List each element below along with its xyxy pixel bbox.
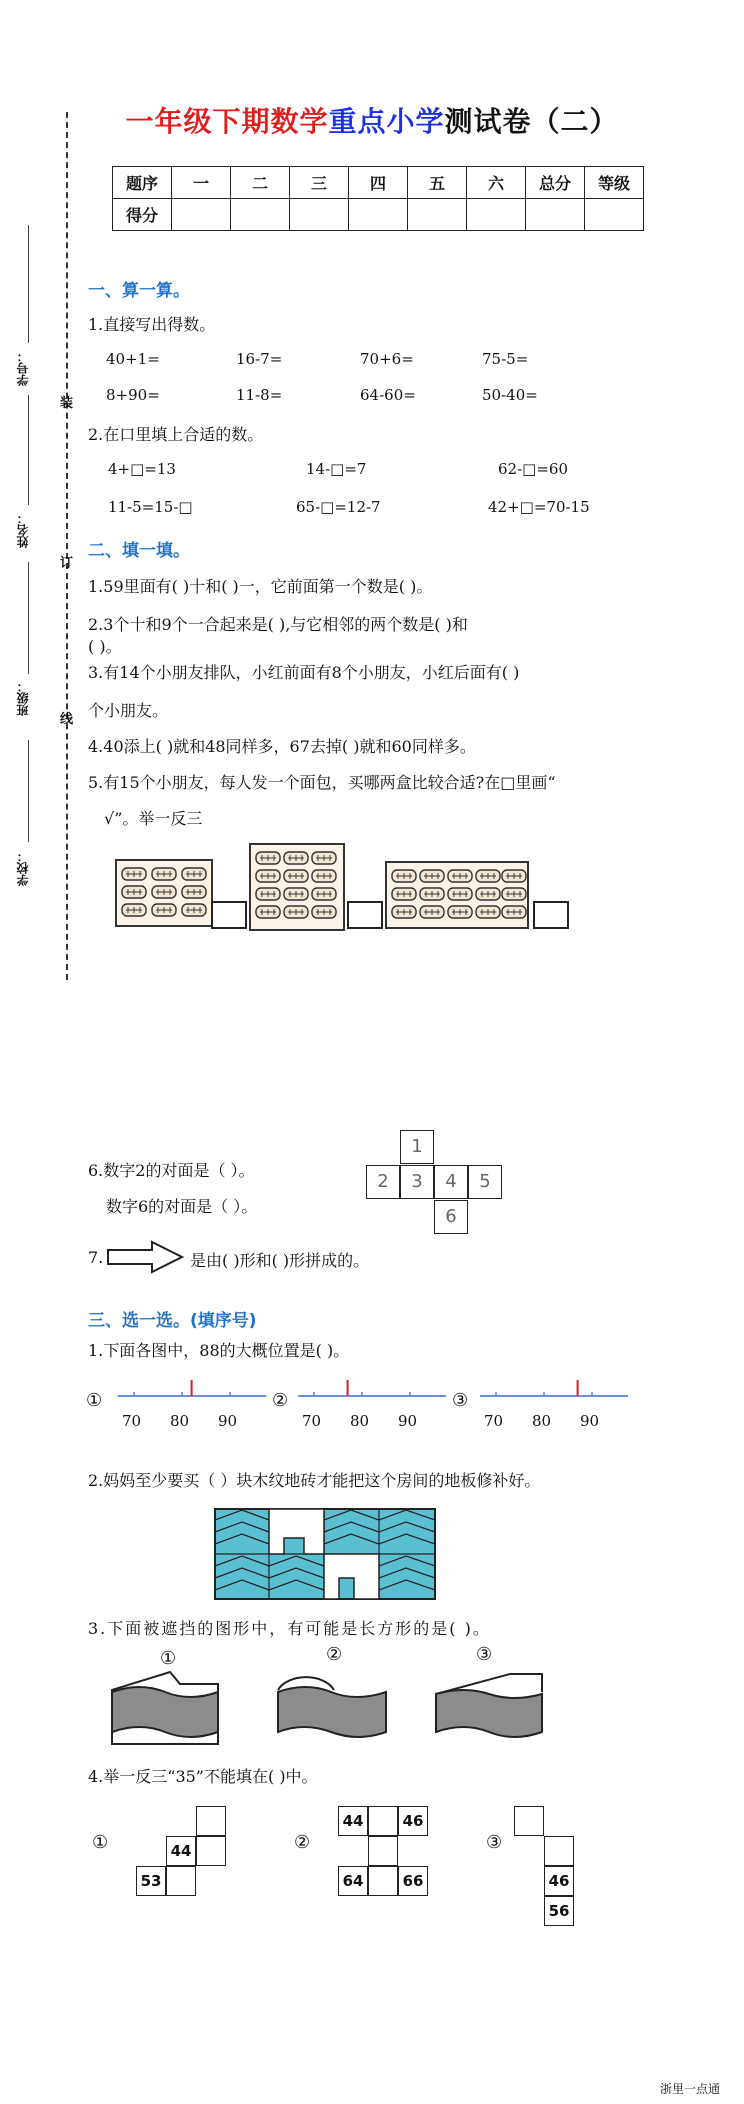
calc-item: 50-40= bbox=[482, 386, 538, 404]
score-row-label: 得分 bbox=[113, 199, 172, 231]
title-part-1: 一年级下期数学 bbox=[125, 105, 329, 138]
student-id-label: 学号： bbox=[16, 350, 30, 386]
sec1-q1: 1.直接写出得数。 bbox=[88, 315, 216, 334]
hidden-shapes-illustration bbox=[110, 1670, 570, 1750]
tick-label: 90 bbox=[218, 1412, 238, 1430]
fill-item: 65-□=12-7 bbox=[296, 498, 381, 516]
score-header-cell: 五 bbox=[408, 167, 467, 199]
fill-item: 42+□=70-15 bbox=[488, 498, 590, 516]
option-label[interactable]: ② bbox=[294, 1832, 311, 1853]
grid-cell-empty[interactable] bbox=[196, 1836, 226, 1866]
score-header-cell: 四 bbox=[349, 167, 408, 199]
grid-cell: 44 bbox=[166, 1836, 196, 1866]
binding-dashed-line bbox=[66, 112, 68, 980]
school-line[interactable] bbox=[28, 740, 29, 842]
score-cell[interactable] bbox=[231, 199, 290, 231]
footer-watermark: 浙里一点通 bbox=[660, 2082, 721, 2096]
option-label[interactable]: ① bbox=[160, 1648, 177, 1669]
tick-label: 70 bbox=[484, 1412, 504, 1430]
tick-label: 80 bbox=[532, 1412, 552, 1430]
sec2-q2: 2.3个十和9个一合起来是( ),与它相邻的两个数是( )和 bbox=[88, 615, 468, 634]
grid-cell-empty[interactable] bbox=[166, 1866, 196, 1896]
score-cell[interactable] bbox=[585, 199, 644, 231]
score-cell[interactable] bbox=[467, 199, 526, 231]
calc-item: 16-7= bbox=[236, 350, 283, 368]
sec2-q3: 3.有14个小朋友排队，小红前面有8个小朋友，小红后面有( ) bbox=[88, 663, 520, 682]
sec3-q4: 4.举一反三“35”不能填在( )中。 bbox=[88, 1767, 318, 1786]
tick-label: 80 bbox=[170, 1412, 190, 1430]
score-header-cell: 题序 bbox=[113, 167, 172, 199]
grid-cell: 46 bbox=[544, 1866, 574, 1896]
binding-label-ding: 订 bbox=[60, 556, 74, 571]
tick-label: 90 bbox=[398, 1412, 418, 1430]
cube-net-face: 2 bbox=[366, 1165, 400, 1199]
grid-cell: 53 bbox=[136, 1866, 166, 1896]
arrow-shape-icon bbox=[106, 1240, 186, 1274]
calc-item: 70+6= bbox=[360, 350, 414, 368]
grid-cell: 56 bbox=[544, 1896, 574, 1926]
binding-label-zhuang: 装 bbox=[60, 396, 74, 411]
option-label[interactable]: ③ bbox=[486, 1832, 503, 1853]
score-table-header-row bbox=[113, 167, 644, 199]
score-header-cell: 总分 bbox=[526, 167, 585, 199]
score-cell[interactable] bbox=[408, 199, 467, 231]
cube-net-face: 6 bbox=[434, 1200, 468, 1234]
sec2-q1: 1.59里面有( )十和( )一，它前面第一个数是( )。 bbox=[88, 577, 433, 596]
tick-label: 90 bbox=[580, 1412, 600, 1430]
score-table-score-row bbox=[113, 199, 644, 231]
tick-label: 70 bbox=[122, 1412, 142, 1430]
bread-boxes-illustration bbox=[112, 842, 572, 942]
name-label: 姓名： bbox=[16, 512, 30, 548]
cube-net-face: 4 bbox=[434, 1165, 468, 1199]
option-label[interactable]: ① bbox=[92, 1832, 109, 1853]
grid-cell-empty[interactable] bbox=[196, 1806, 226, 1836]
sec2-q5: 5.有15个小朋友，每人发一个面包，买哪两盒比较合适?在□里画“ bbox=[88, 773, 556, 792]
option-label[interactable]: ② bbox=[272, 1390, 289, 1411]
name-line[interactable] bbox=[28, 395, 29, 505]
score-header-cell: 一 bbox=[172, 167, 231, 199]
class-label: 班级： bbox=[16, 680, 30, 716]
cube-net-face: 1 bbox=[400, 1130, 434, 1164]
option-label[interactable]: ③ bbox=[476, 1644, 493, 1665]
sec2-q6a: 6.数字2的对面是（ ）。 bbox=[88, 1161, 255, 1180]
sec3-q1: 1.下面各图中，88的大概位置是( )。 bbox=[88, 1341, 350, 1360]
score-header-cell: 等级 bbox=[585, 167, 644, 199]
grid-cell-empty[interactable] bbox=[514, 1806, 544, 1836]
section-2-heading: 二、填一填。 bbox=[88, 541, 190, 561]
score-header-cell: 六 bbox=[467, 167, 526, 199]
number-lines bbox=[100, 1376, 630, 1406]
tick-label: 70 bbox=[302, 1412, 322, 1430]
fill-item: 62-□=60 bbox=[498, 460, 568, 478]
student-id-line[interactable] bbox=[28, 225, 29, 343]
score-cell[interactable] bbox=[290, 199, 349, 231]
floor-tiles-illustration bbox=[214, 1508, 436, 1600]
cube-net-face: 3 bbox=[400, 1165, 434, 1199]
sec2-q7-number: 7. bbox=[88, 1248, 104, 1267]
calc-item: 8+90= bbox=[106, 386, 160, 404]
score-header-cell: 二 bbox=[231, 167, 290, 199]
sec3-q2: 2.妈妈至少要买（ ）块木纹地砖才能把这个房间的地板修补好。 bbox=[88, 1471, 541, 1490]
score-header-cell: 三 bbox=[290, 167, 349, 199]
answer-box-3[interactable] bbox=[534, 902, 568, 928]
tick-label: 80 bbox=[350, 1412, 370, 1430]
option-label[interactable]: ② bbox=[326, 1644, 343, 1665]
school-label: 学校： bbox=[16, 850, 30, 886]
class-line[interactable] bbox=[28, 562, 29, 674]
sec2-q2-cont: ( )。 bbox=[88, 637, 122, 656]
grid-cell-empty[interactable] bbox=[368, 1866, 398, 1896]
answer-box-2[interactable] bbox=[348, 902, 382, 928]
section-3-heading: 三、选一选。(填序号) bbox=[88, 1311, 257, 1331]
fill-item: 11-5=15-□ bbox=[108, 498, 193, 516]
answer-box-1[interactable] bbox=[212, 902, 246, 928]
grid-cell-empty[interactable] bbox=[544, 1836, 574, 1866]
score-cell[interactable] bbox=[349, 199, 408, 231]
sec2-q6b: 数字6的对面是（ ）。 bbox=[106, 1197, 258, 1216]
calc-item: 75-5= bbox=[482, 350, 529, 368]
grid-cell-empty[interactable] bbox=[368, 1806, 398, 1836]
score-cell[interactable] bbox=[172, 199, 231, 231]
cube-net-face: 5 bbox=[468, 1165, 502, 1199]
option-label[interactable]: ③ bbox=[452, 1390, 469, 1411]
score-cell[interactable] bbox=[526, 199, 585, 231]
sec2-q4: 4.40添上( )就和48同样多，67去掉( )就和60同样多。 bbox=[88, 737, 476, 756]
sec3-q3: 3.下面被遮挡的图形中，有可能是长方形的是( )。 bbox=[88, 1619, 491, 1638]
grid-cell: 66 bbox=[398, 1866, 428, 1896]
sec2-q3-cont: 个小朋友。 bbox=[88, 701, 169, 720]
calc-item: 40+1= bbox=[106, 350, 160, 368]
title-part-3: 测试卷（二） bbox=[444, 105, 619, 138]
binding-label-xian: 线 bbox=[60, 712, 74, 727]
score-table bbox=[112, 166, 644, 231]
calc-item: 64-60= bbox=[360, 386, 416, 404]
grid-cell-empty[interactable] bbox=[368, 1836, 398, 1866]
sec1-q2: 2.在口里填上合适的数。 bbox=[88, 425, 264, 444]
fill-item: 14-□=7 bbox=[306, 460, 367, 478]
sec2-q7: 是由( )形和( )形拼成的。 bbox=[190, 1251, 370, 1270]
calc-item: 11-8= bbox=[236, 386, 283, 404]
grid-cell: 64 bbox=[338, 1866, 368, 1896]
fill-item: 4+□=13 bbox=[108, 460, 176, 478]
title-part-2: 重点小学 bbox=[328, 105, 445, 138]
section-1-heading: 一、算一算。 bbox=[88, 281, 190, 301]
option-label[interactable]: ① bbox=[86, 1390, 103, 1411]
grid-cell: 44 bbox=[338, 1806, 368, 1836]
page-title bbox=[0, 100, 744, 140]
grid-cell: 46 bbox=[398, 1806, 428, 1836]
sec2-q5-cont: √”。举一反三 bbox=[104, 809, 203, 828]
